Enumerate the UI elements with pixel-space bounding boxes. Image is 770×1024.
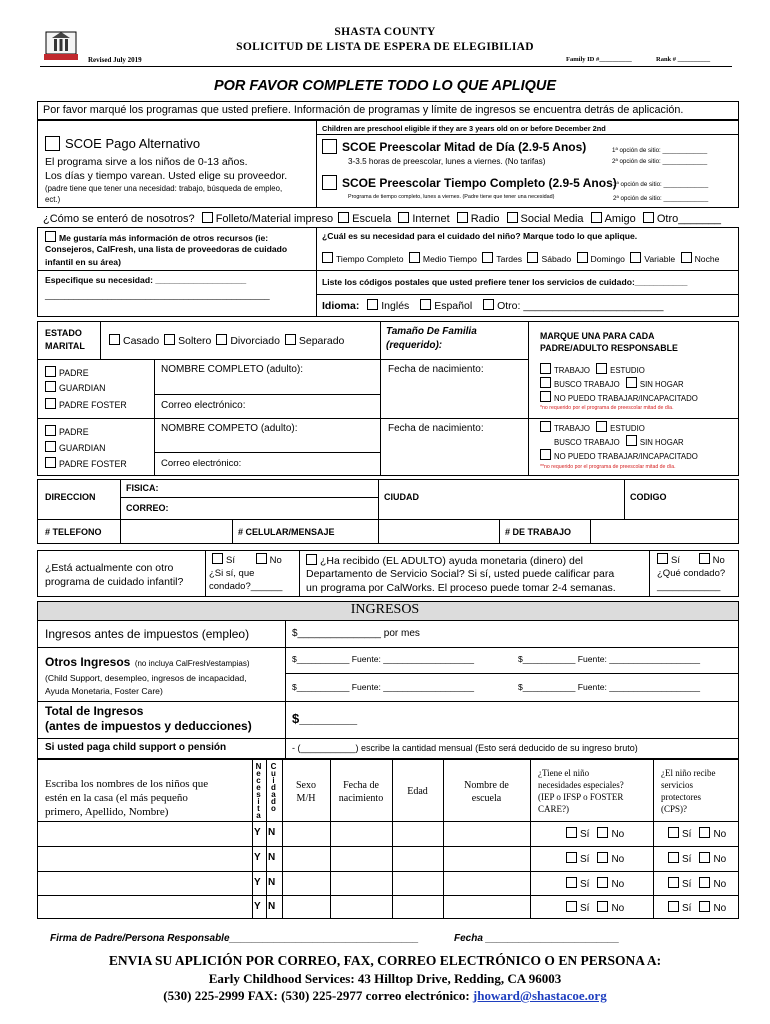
status-checkbox[interactable] xyxy=(540,363,551,374)
revised-date: Revised July 2019 xyxy=(88,56,142,64)
parent2-role: GUARDIAN xyxy=(45,441,105,453)
total-income-label: (antes de impuestos y deducciones) xyxy=(45,719,252,733)
status-checkbox[interactable] xyxy=(626,377,637,388)
needs-care-yes[interactable]: Y xyxy=(254,901,261,912)
status-note: **no requerido por el programa de preescolar mitad de día. xyxy=(540,464,676,470)
family-size-label: (requerido): xyxy=(386,340,443,351)
signature-line[interactable]: Firma de Padre/Persona Responsable__________________________________ xyxy=(50,933,419,944)
parent1-role: GUARDIAN xyxy=(45,381,105,393)
parent2-email-label[interactable]: Correo electrónico: xyxy=(161,458,242,469)
need-checkbox[interactable] xyxy=(630,252,641,263)
marital-checkbox[interactable] xyxy=(164,334,175,345)
no-checkbox[interactable] xyxy=(699,827,710,838)
full-day-description: Programa de tiempo completo, lunes a viernes. (Padre tiene que tener una necesidad) xyxy=(348,194,555,200)
total-income-label: Total de Ingresos xyxy=(45,704,144,718)
preschool-note: Children are preschool eligible if they are 3 years old on or before December 2nd xyxy=(322,124,606,133)
email-link[interactable]: jhoward@shastacoe.org xyxy=(472,988,607,1003)
school-header: escuela xyxy=(471,793,502,804)
language-checkbox[interactable] xyxy=(367,299,378,310)
family-size-label: Tamaño De Familia xyxy=(386,326,477,337)
full-day-site-1[interactable]: 1ª opción de sitio: _____________ xyxy=(613,181,709,188)
needs-care-no[interactable]: N xyxy=(268,877,276,888)
yes-checkbox[interactable] xyxy=(657,553,668,564)
parent1-role: PADRE FOSTER xyxy=(45,398,127,410)
aid-question: un programa por CalWorks. El proceso puede tomar 2-4 semanas. xyxy=(306,582,616,594)
parent1-status: NO PUEDO TRABAJAR/INCAPACITADO xyxy=(540,391,698,403)
referral-checkbox[interactable] xyxy=(507,212,518,223)
role-checkbox[interactable] xyxy=(45,457,56,468)
cps-options: Sí No xyxy=(668,852,726,865)
physical-address-label[interactable]: FISICA: xyxy=(126,483,159,493)
language-checkbox[interactable] xyxy=(483,299,494,310)
logo-text: SCOE xyxy=(52,60,67,66)
special-needs-options: Sí No xyxy=(566,877,624,890)
role-checkbox[interactable] xyxy=(45,425,56,436)
half-day-site-2[interactable]: 2ª opción de sitio: _____________ xyxy=(612,158,708,165)
birth-header: nacimiento xyxy=(338,793,384,804)
no-checkbox[interactable] xyxy=(597,827,608,838)
other-care-question: programa de cuidado infantil? xyxy=(45,576,184,588)
footer-address: Early Childhood Services: 43 Hilltop Drive, Redding, CA 96003 xyxy=(208,971,562,986)
status-checkbox[interactable] xyxy=(540,449,551,460)
estado-label: ESTADO xyxy=(45,328,82,338)
cps-options: Sí No xyxy=(668,877,726,890)
other-income-description: (Child Support, desempleo, ingresos de incapacidad, xyxy=(45,673,247,683)
marital-checkbox[interactable] xyxy=(216,334,227,345)
no-checkbox[interactable] xyxy=(699,901,710,912)
resources-checkbox[interactable] xyxy=(45,231,56,242)
form-title: SOLICITUD DE LISTA DE ESPERA DE ELEGIBILIAD xyxy=(236,41,534,53)
parent1-email-label[interactable]: Correo electrónico: xyxy=(161,400,246,411)
county-name: SHASTA COUNTY xyxy=(334,26,436,38)
marital-label: MARITAL xyxy=(45,341,85,351)
cps-options: Sí No xyxy=(668,901,726,914)
parent2-status: TRABAJO ESTUDIO xyxy=(540,421,645,433)
status-checkbox[interactable] xyxy=(540,421,551,432)
other-income-description: Ayuda Monetaria, Foster Care) xyxy=(45,686,163,696)
status-checkbox[interactable] xyxy=(596,363,607,374)
parent1-birth-label[interactable]: Fecha de nacimiento: xyxy=(388,364,484,375)
needs-care-yes[interactable]: Y xyxy=(254,852,261,863)
alt-description: ect.) xyxy=(45,195,61,204)
specify-need-line[interactable]: _______________________________________________ xyxy=(45,290,270,300)
language-row: Idioma: Inglés Español Otro: ________________________ xyxy=(322,300,664,312)
no-checkbox[interactable] xyxy=(699,553,710,564)
parent1-name-label[interactable]: NOMBRE COMPLETO (adulto): xyxy=(161,364,304,375)
yes-checkbox[interactable] xyxy=(566,901,577,912)
other-income-field[interactable]: $___________ Fuente: ___________________ xyxy=(518,682,701,692)
language-checkbox[interactable] xyxy=(420,299,431,310)
need-checkbox[interactable] xyxy=(527,252,538,263)
county-line[interactable]: ____________ xyxy=(657,581,721,592)
aid-options: Sí No xyxy=(657,553,725,566)
other-income-label: Otros Ingresos (no incluya CalFresh/estampias) xyxy=(45,655,250,669)
parent2-name-label[interactable]: NOMBRE COMPETO (adulto): xyxy=(161,423,298,434)
mark-label: PADRE/ADULTO RESPONSABLE xyxy=(540,343,678,353)
resources-request: Me gustaría más información de otros recursos (ie: xyxy=(45,231,268,243)
needs-care-no[interactable]: N xyxy=(268,827,276,838)
program-alternative: SCOE Pago Alternativo xyxy=(45,136,200,151)
need-checkbox[interactable] xyxy=(482,252,493,263)
needs-care-yes[interactable]: Y xyxy=(254,877,261,888)
special-needs-options: Sí No xyxy=(566,901,624,914)
need-options: Tiempo Completo Medio Tiempo Tardes Sábado Domingo Variable Noche xyxy=(322,252,719,264)
no-checkbox[interactable] xyxy=(699,852,710,863)
special-needs-options: Sí No xyxy=(566,827,624,840)
cps-header: (CPS)? xyxy=(661,804,688,814)
total-income-field[interactable]: $________ xyxy=(292,711,358,726)
children-prompt: primero, Apellido, Nombre) xyxy=(45,806,169,818)
referral-checkbox[interactable] xyxy=(338,212,349,223)
yes-checkbox[interactable] xyxy=(668,901,679,912)
full-day-site-2[interactable]: 2ª opción de sitio: _____________ xyxy=(613,195,709,202)
income-title: INGRESOS xyxy=(350,602,420,617)
other-income-field[interactable]: $___________ Fuente: ___________________ xyxy=(518,654,701,664)
yes-checkbox[interactable] xyxy=(566,877,577,888)
no-checkbox[interactable] xyxy=(597,877,608,888)
parent1-status: TRABAJO ESTUDIO xyxy=(540,363,645,375)
specify-need[interactable]: Especifique su necesidad: ___________________ xyxy=(45,275,247,285)
yes-checkbox[interactable] xyxy=(566,852,577,863)
marital-checkbox[interactable] xyxy=(109,334,120,345)
parent2-role: PADRE xyxy=(45,425,89,437)
zip-codes[interactable]: Liste los códigos postales que usted prefiere tener los servicios de cuidado:___________ xyxy=(322,277,688,287)
other-care-options: Sí No xyxy=(212,553,282,566)
children-prompt: Escriba los nombres de los niños que xyxy=(45,778,209,790)
no-checkbox[interactable] xyxy=(597,901,608,912)
resources-request: Consejeros, CalFresh, una lista de proveedoras de cuidado xyxy=(45,244,288,254)
parent2-birth-label[interactable]: Fecha de nacimiento: xyxy=(388,423,484,434)
no-checkbox[interactable] xyxy=(256,553,267,564)
alt-description: El programa sirve a los niños de 0-13 años. xyxy=(45,156,248,168)
other-care-question: ¿Está actualmente con otro xyxy=(45,562,174,574)
special-needs-header: CARE?) xyxy=(538,804,569,814)
status-checkbox[interactable] xyxy=(626,435,637,446)
status-checkbox[interactable] xyxy=(540,391,551,402)
referral-checkbox[interactable] xyxy=(457,212,468,223)
no-checkbox[interactable] xyxy=(699,877,710,888)
city-label[interactable]: CIUDAD xyxy=(384,492,419,502)
needs-care-no[interactable]: N xyxy=(268,901,276,912)
sex-header: Sexo xyxy=(296,780,316,791)
role-checkbox[interactable] xyxy=(45,398,56,409)
cps-header: protectores xyxy=(661,792,701,802)
phone-label[interactable]: # TELEFONO xyxy=(45,527,102,537)
cell-label[interactable]: # CELULAR/MENSAJE xyxy=(238,527,335,537)
cps-header: servicios xyxy=(661,780,693,790)
needs-care-yes[interactable]: Y xyxy=(254,827,261,838)
cps-header: ¿El niño recibe xyxy=(661,768,716,778)
alt-description: (padre tiene que tener una necesidad: trabajo, búsqueda de empleo, xyxy=(45,184,283,193)
half-day-description: 3-3.5 horas de preescolar, lunes a viernes. (No tarifas) xyxy=(348,157,546,166)
zip-label[interactable]: CODIGO xyxy=(630,492,667,502)
other-income-field[interactable]: $___________ Fuente: ___________________ xyxy=(292,654,475,664)
yes-checkbox[interactable] xyxy=(668,852,679,863)
date-line[interactable]: Fecha ________________________ xyxy=(454,933,620,944)
role-checkbox[interactable] xyxy=(45,366,56,377)
parent2-role: PADRE FOSTER xyxy=(45,457,127,469)
birth-header: Fecha de xyxy=(343,780,379,791)
which-program[interactable]: condado?______ xyxy=(209,581,283,592)
sex-header: M/H xyxy=(296,793,316,804)
care-header: Cuidado xyxy=(269,762,278,811)
aid-checkbox[interactable] xyxy=(306,554,317,565)
children-prompt: estén en la casa (el más pequeño xyxy=(45,792,188,804)
work-phone-label[interactable]: # DE TRABAJO xyxy=(505,527,572,537)
alt-program-checkbox[interactable] xyxy=(45,136,60,151)
rank-number: Rank # __________ xyxy=(656,56,711,63)
need-question: ¿Cuál es su necesidad para el cuidado del niño? Marque todo lo que aplique. xyxy=(322,231,638,241)
alt-description: Los días y tiempo varean. Usted elige su proveedor. xyxy=(45,170,288,182)
mail-address-label[interactable]: CORREO: xyxy=(126,503,169,513)
status-checkbox[interactable] xyxy=(596,421,607,432)
status-checkbox[interactable] xyxy=(540,377,551,388)
needs-care-header: Necesita xyxy=(254,762,263,818)
full-day-checkbox[interactable] xyxy=(322,175,337,190)
age-header: Edad xyxy=(407,786,428,797)
parent1-role: PADRE xyxy=(45,366,89,378)
other-income-field[interactable]: $___________ Fuente: ___________________ xyxy=(292,682,475,692)
mark-label: MARQUE UNA PARA CADA xyxy=(540,331,655,341)
pretax-income-field[interactable]: $_______________ por mes xyxy=(292,628,420,639)
no-checkbox[interactable] xyxy=(597,852,608,863)
role-checkbox[interactable] xyxy=(45,381,56,392)
special-needs-header: ¿Tiene el niño xyxy=(538,768,590,778)
special-needs-header: (IEP o IFSP o FOSTER xyxy=(538,792,624,802)
marital-checkbox[interactable] xyxy=(285,334,296,345)
special-needs-header: necesidades especiales? xyxy=(538,780,624,790)
child-support-label: Si usted paga child support o pensión xyxy=(45,742,227,753)
school-header: Nombre de xyxy=(464,780,509,791)
which-program: ¿Si sí, que xyxy=(209,568,255,579)
footer-contact: (530) 225-2999 FAX: (530) 225-2977 correo electrónico: jhoward@shastacoe.org xyxy=(163,988,607,1003)
need-checkbox[interactable] xyxy=(409,252,420,263)
yes-checkbox[interactable] xyxy=(566,827,577,838)
family-id: Family ID #__________ xyxy=(566,56,632,63)
footer-instructions: ENVIA SU APLICIÓN POR CORREO, FAX, CORREO ELECTRÓNICO O EN PERSONA A: xyxy=(108,953,662,968)
needs-care-no[interactable]: N xyxy=(268,852,276,863)
marital-options: Casado Soltero Divorciado Separado xyxy=(109,334,344,347)
status-note: *no requerido por el programa de preescolar mitad de día. xyxy=(540,405,674,411)
parent2-status: BUSCO TRABAJO SIN HOGAR xyxy=(540,435,684,447)
intro-text: Por favor marqué los programas que usted prefiere. Información de programas y límite de ingresos se encuentra detrás de aplicación. xyxy=(43,104,684,116)
program-full-day: SCOE Preescolar Tiempo Completo (2.9-5 Anos) xyxy=(322,175,617,190)
yes-checkbox[interactable] xyxy=(668,827,679,838)
yes-checkbox[interactable] xyxy=(212,553,223,564)
resources-request: infantil en su área) xyxy=(45,257,121,267)
cps-options: Sí No xyxy=(668,827,726,840)
pretax-income-label: Ingresos antes de impuestos (empleo) xyxy=(45,627,250,641)
need-checkbox[interactable] xyxy=(577,252,588,263)
need-checkbox[interactable] xyxy=(681,252,692,263)
referral-checkbox[interactable] xyxy=(643,212,654,223)
aid-question: Departamento de Servicio Social? Si sí, usted puede calificar para xyxy=(306,568,615,580)
referral-checkbox[interactable] xyxy=(591,212,602,223)
half-day-site-1[interactable]: 1ª opción de sitio: _____________ xyxy=(612,147,708,154)
need-checkbox[interactable] xyxy=(322,252,333,263)
program-half-day: SCOE Preescolar Mitad de Día (2.9-5 Anos) xyxy=(322,139,586,154)
half-day-checkbox[interactable] xyxy=(322,139,337,154)
role-checkbox[interactable] xyxy=(45,441,56,452)
referral-checkbox[interactable] xyxy=(398,212,409,223)
county-question: ¿Qué condado? xyxy=(657,568,726,579)
parent1-status: BUSCO TRABAJO SIN HOGAR xyxy=(540,377,684,389)
parent2-status: NO PUEDO TRABAJAR/INCAPACITADO xyxy=(540,449,698,461)
main-title: POR FAVOR COMPLETE TODO LO QUE APLIQUE xyxy=(213,78,557,94)
referral-question: ¿Cómo se enteró de nosotros? Folleto/Material impreso Escuela Internet Radio Social Media Amigo Otro_______ xyxy=(43,213,722,225)
yes-checkbox[interactable] xyxy=(668,877,679,888)
referral-checkbox[interactable] xyxy=(202,212,213,223)
special-needs-options: Sí No xyxy=(566,852,624,865)
aid-question: ¿Ha recibido (EL ADULTO) ayuda monetaria (dinero) del xyxy=(306,554,583,567)
child-support-field[interactable]: - (___________) escribe la cantidad mensual (Esto será deducido de su ingreso bruto) xyxy=(292,743,638,753)
address-label: DIRECCION xyxy=(45,492,96,502)
